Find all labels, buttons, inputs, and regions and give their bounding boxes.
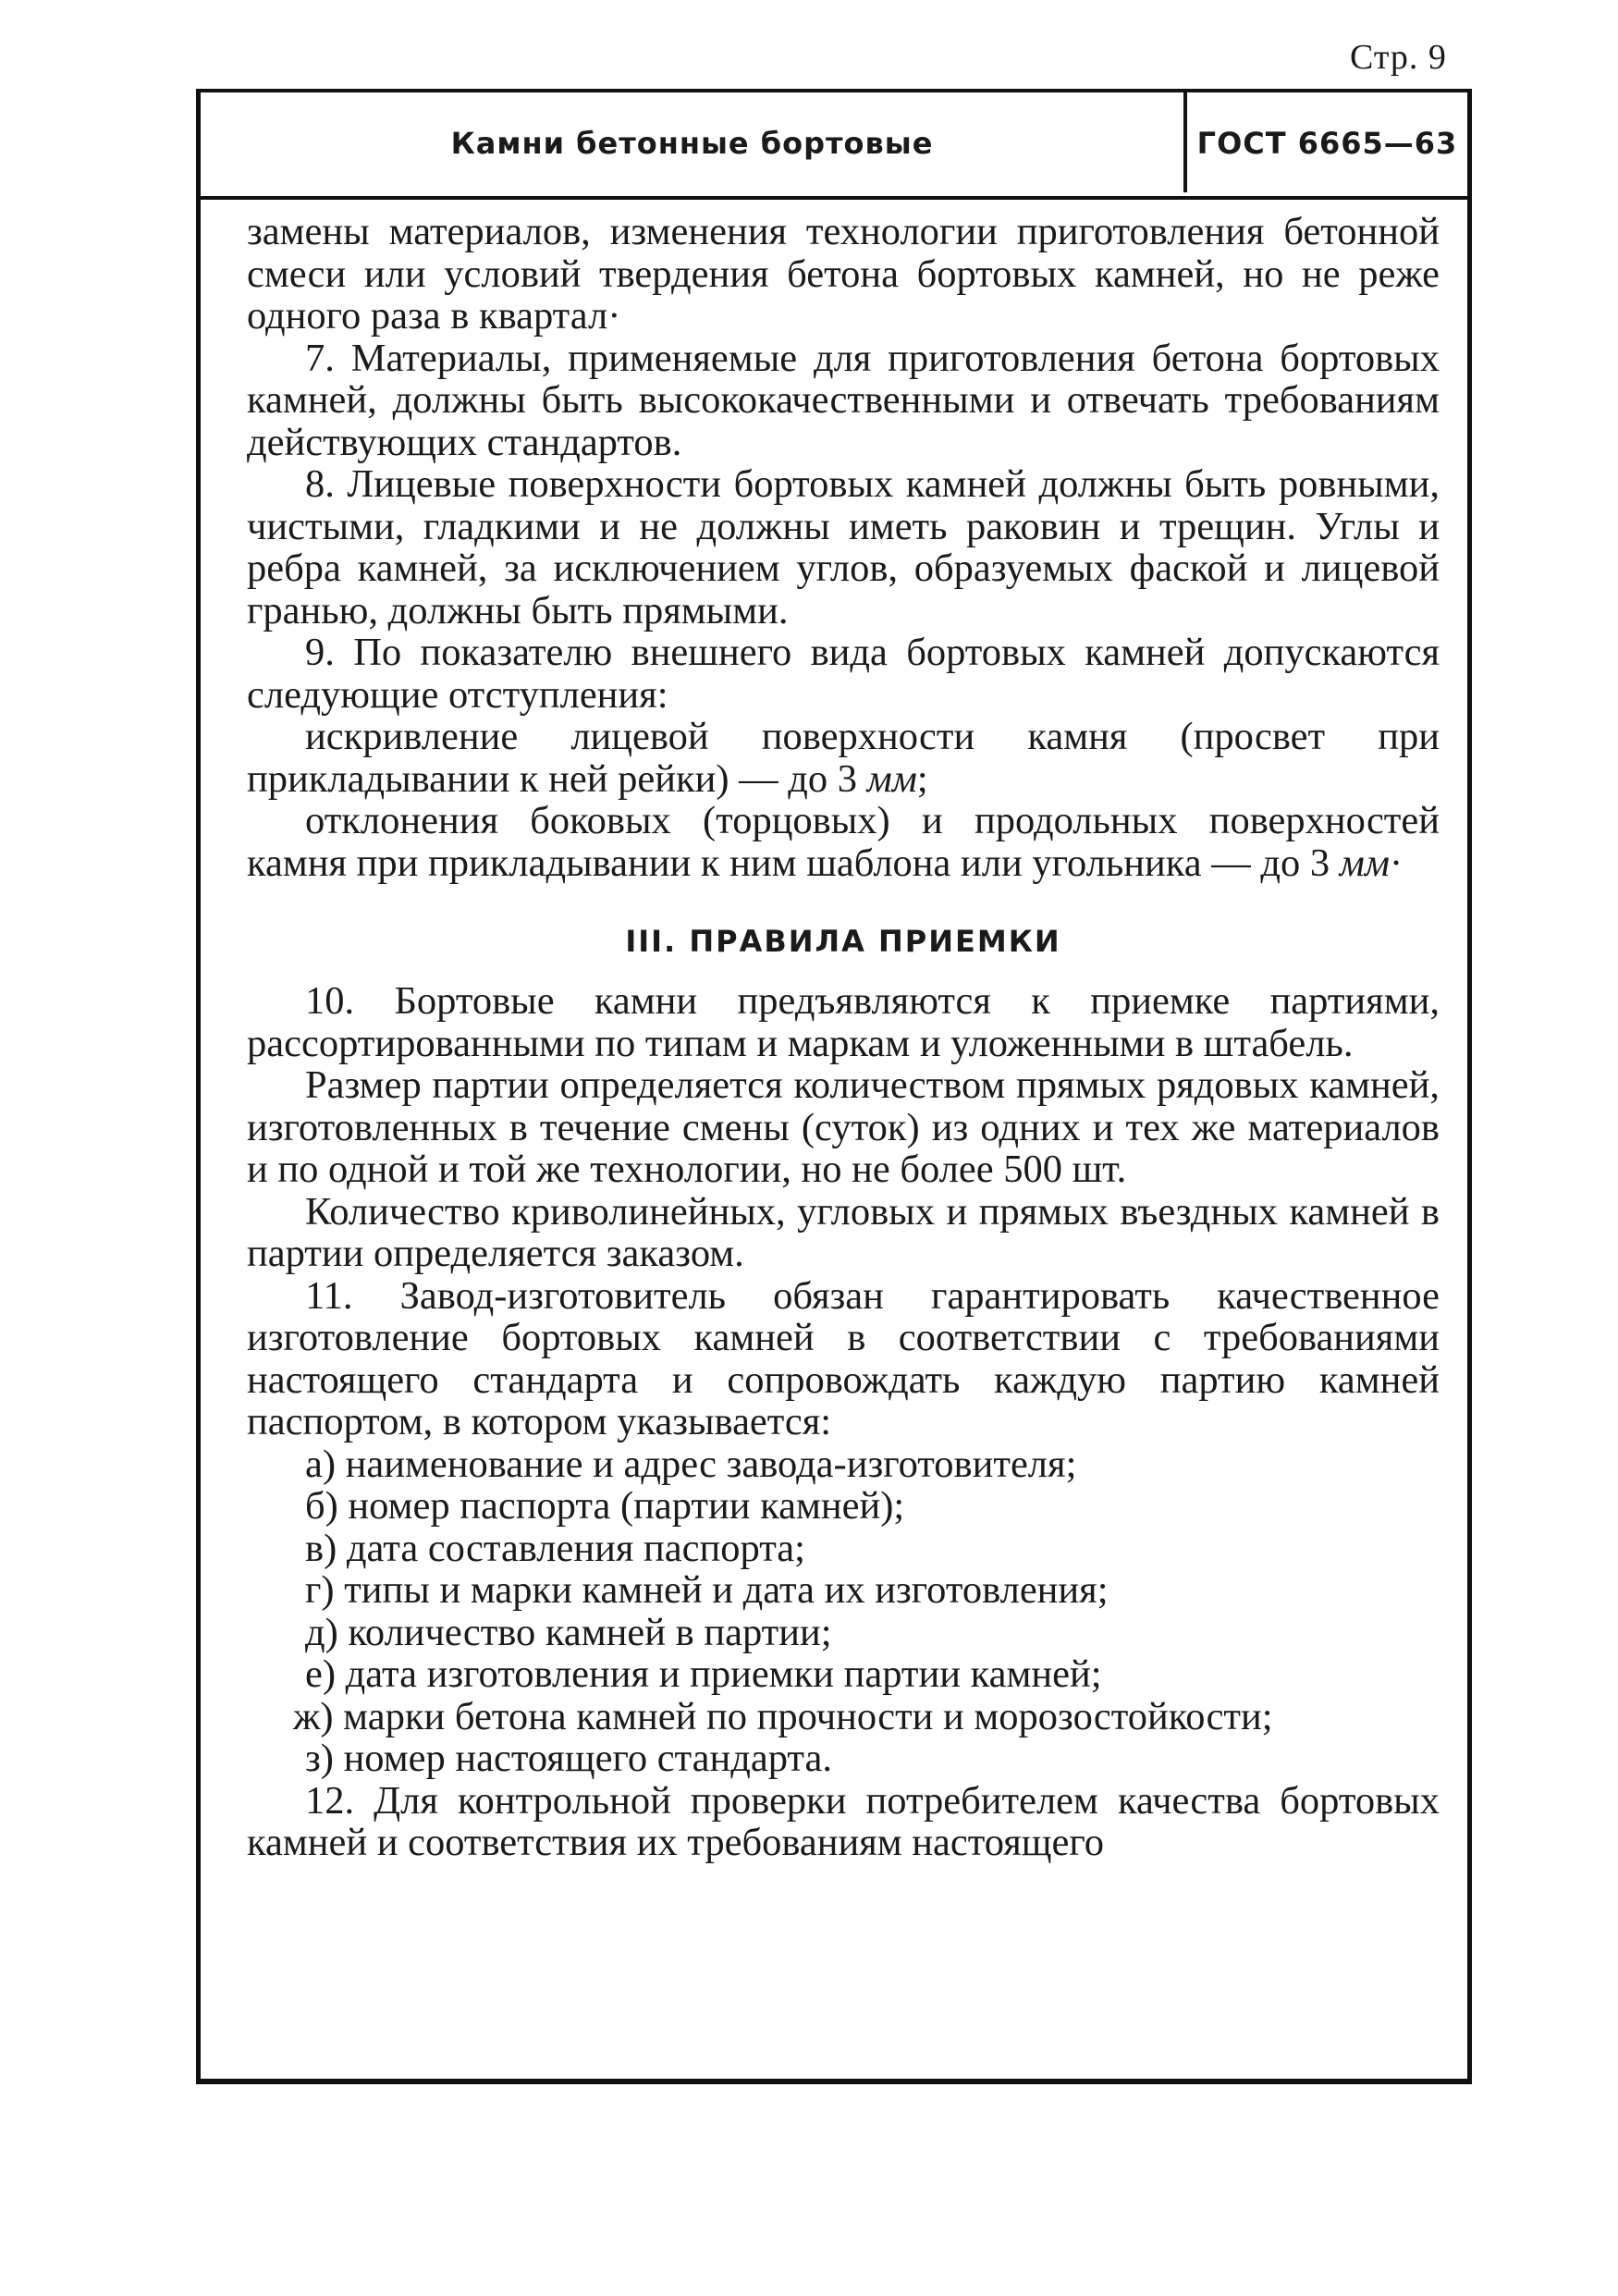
paragraph-8: 8. Лицевые поверхности бортовых камней должны быть ровными, чистыми, гладкими и не должны иметь раковин и трещин. Углы и ребра камней, за исключением углов, образуемых фаской и лицевой гранью, должны быть прямыми. [247,462,1440,632]
paragraph-10-quantity: Количество криволинейных, угловых и прямых въездных камней в партии определяется заказом. [247,1189,1440,1275]
unit-mm: мм [866,756,917,801]
paragraph-10: 10. Бортовые камни предъявляются к приемке партиями, рассортированными по типам и маркам и уложенными в штабель. [247,979,1440,1065]
item-b-end: · [1390,841,1403,885]
paragraph-9-item-b [247,800,1440,884]
list-item: з) номер настоящего стандарта. [305,1737,833,1780]
document-body [247,211,1440,1864]
list-item: г) типы и марки камней и дата их изготовления; [305,1568,1109,1612]
passport-list [247,1443,1440,1780]
list-item: д) количество камней в партии; [305,1610,832,1654]
list-item: е) дата изготовления и приемки партии камней; [305,1652,1102,1696]
document-header [201,92,1467,200]
list-item: ж) марки бетона камней по прочности и морозостойкости; [293,1694,1273,1738]
item-a-text: искривление лицевой поверхности камня (просвет при прикладывании к ней рейки) — до 3 [247,715,1440,801]
paragraph-10-batch-size: Размер партии определяется количеством прямых рядовых камней, изготовленных в течение смены (суток) из одних и тех же материалов и по одной и той же технологии, но не более 500 шт. [247,1063,1440,1191]
paragraph-12: 12. Для контрольной проверки потребителем качества бортовых камней и соответствия их требованиям настоящего [247,1778,1440,1864]
item-a-end: ; [916,756,928,801]
page-frame [196,89,1472,2084]
paragraph-11: 11. Завод-изготовитель обязан гарантировать качественное изготовление бортовых камней в соответствии с требованиями настоящего стандарта и сопровождать каждую партию камней паспортом, в котором указывается: [247,1273,1440,1443]
standard-code: ГОСТ 6665—63 [1196,126,1458,161]
section-title: III. ПРАВИЛА ПРИЕМКИ [625,924,1061,959]
page-number: Стр. 9 [1350,38,1447,77]
item-b-text: отклонения боковых (торцовых) и продольных поверхностей камня при прикладывании к ним шаблона или угольника — до 3 [247,799,1440,885]
paragraph-9-item-a [247,716,1440,800]
list-item: в) дата составления паспорта; [305,1526,805,1570]
unit-mm: мм [1339,841,1390,885]
paragraph-continuation: замены материалов, изменения технологии приготовления бетонной смеси или условий твердения бетона бортовых камней, но не реже одного раза в квартал· [247,210,1440,338]
list-item: а) наименование и адрес завода-изготовителя; [305,1442,1077,1486]
paragraph-7: 7. Материалы, применяемые для приготовления бетона бортовых камней, должны быть высококачественными и отвечать требованиям действующих стандартов. [247,336,1440,464]
paragraph-9: 9. По показателю внешнего вида бортовых камней допускаются следующие отступления: [247,631,1440,717]
list-item: б) номер паспорта (партии камней); [305,1484,905,1528]
document-title: Камни бетонные бортовые [450,126,934,161]
